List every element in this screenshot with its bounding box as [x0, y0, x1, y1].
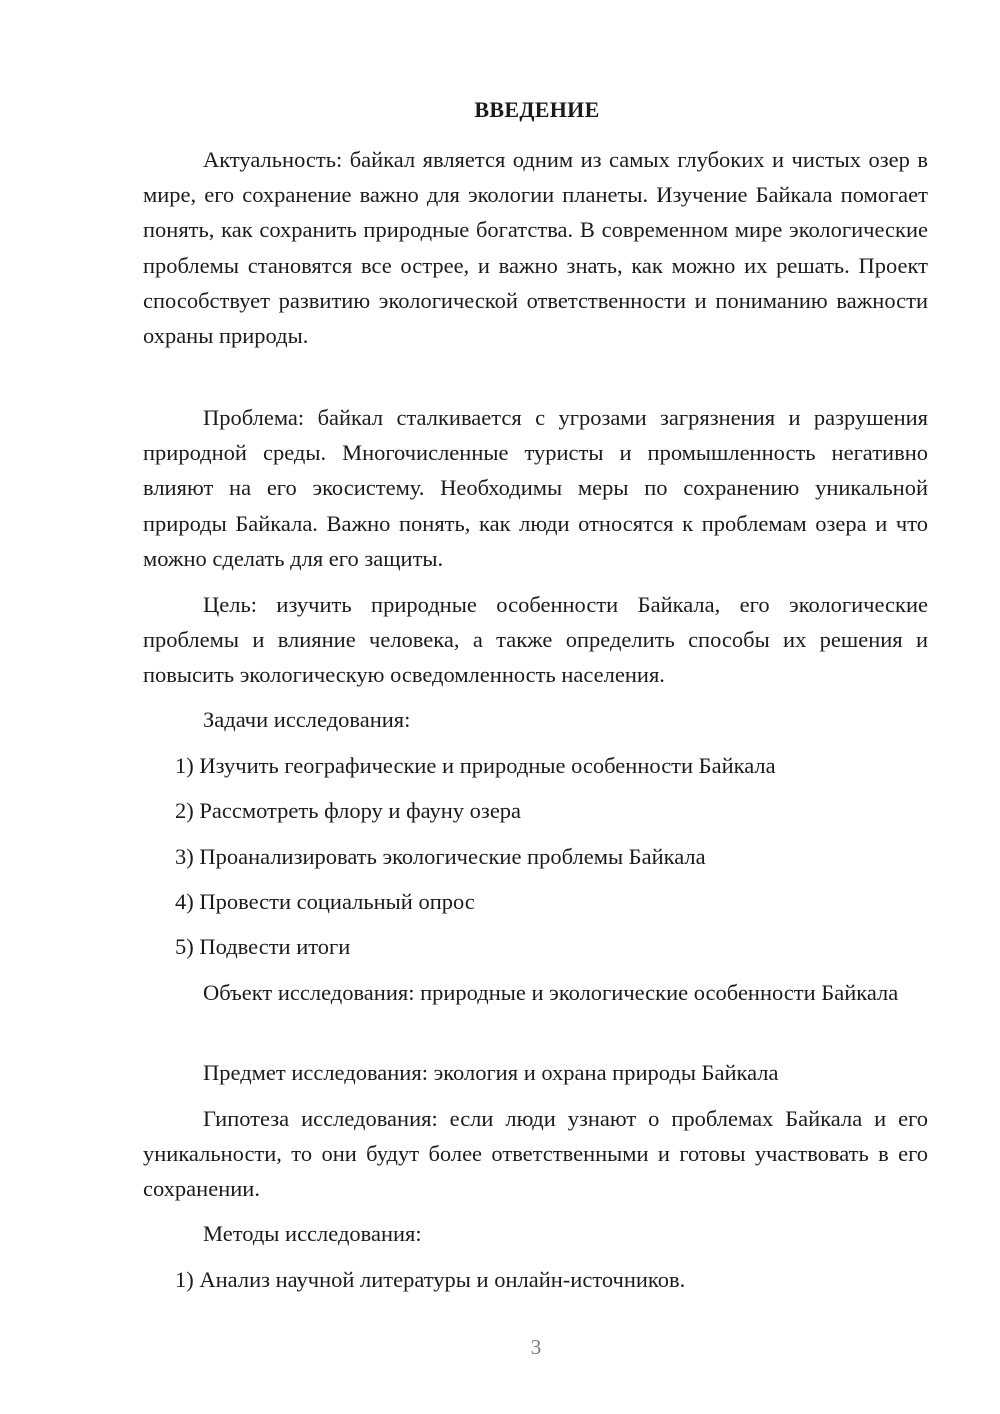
- tasks-title: Задачи исследования:: [203, 707, 411, 732]
- task-item-4: 4) Провести социальный опрос: [175, 889, 475, 914]
- goal-paragraph: Цель: изучить природные особенности Байкала, его экологические проблемы и влияние человека, а также определить способы их решения и повысить экологическую осведомленность населения.: [143, 592, 928, 688]
- method-item-1: 1) Анализ научной литературы и онлайн-источников.: [175, 1267, 686, 1292]
- page-number: 3: [530, 1335, 542, 1359]
- page-title: ВВЕДЕНИЕ: [474, 97, 600, 122]
- hypothesis-paragraph: Гипотеза исследования: если люди узнают о проблемах Байкала и его уникальности, то они будут более ответственными и готовы участвовать в его сохранении.: [143, 1106, 928, 1202]
- task-item-2: 2) Рассмотреть флору и фауну озера: [175, 798, 522, 823]
- relevance-paragraph: Актуальность: байкал является одним из самых глубоких и чистых озер в мире, его сохранение важно для экологии планеты. Изучение Байкала помогает понять, как сохранить природные богатства. В современном мире экологические проблемы становятся все острее, и важно знать, как можно их решать. Проект способствует развитию экологической ответственности и пониманию важности охраны природы.: [143, 147, 928, 349]
- task-item-5: 5) Подвести итоги: [175, 934, 351, 959]
- problem-paragraph: Проблема: байкал сталкивается с угрозами загрязнения и разрушения природной среды. Многочисленные туристы и промышленность негативно влияют на его экосистему. Необходимы меры по сохранению уникальной природы Байкала. Важно понять, как люди относятся к проблемам озера и что можно сделать для его защиты.: [143, 405, 928, 571]
- task-item-1: 1) Изучить географические и природные особенности Байкала: [175, 753, 776, 778]
- methods-title: Методы исследования:: [203, 1221, 422, 1246]
- task-item-3: 3) Проанализировать экологические проблемы Байкала: [175, 844, 706, 869]
- object-paragraph: Объект исследования: природные и экологические особенности Байкала: [203, 980, 899, 1005]
- subject-paragraph: Предмет исследования: экология и охрана природы Байкала: [203, 1060, 779, 1085]
